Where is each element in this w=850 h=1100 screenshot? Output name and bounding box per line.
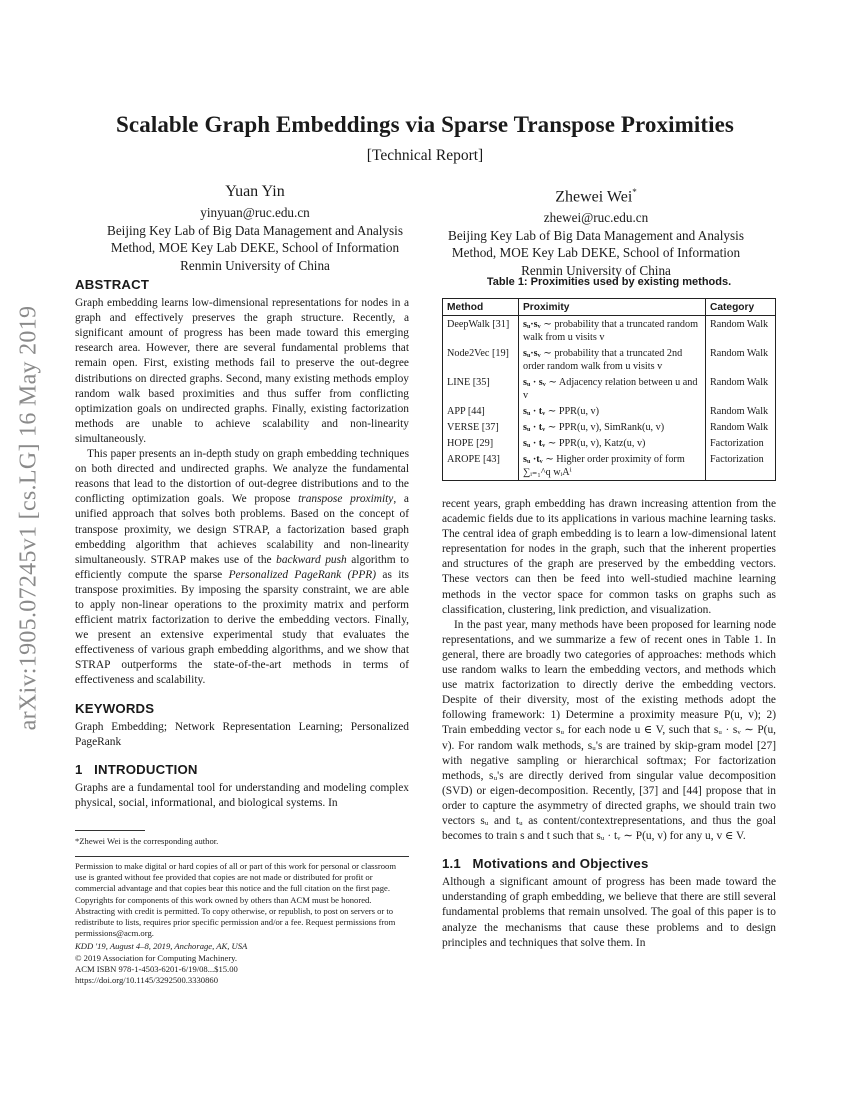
method-cell: AROPE [43] <box>443 451 519 481</box>
author-block-2 <box>416 182 776 279</box>
author-affiliation: Method, MOE Key Lab DEKE, School of Information <box>451 245 741 261</box>
doi-link[interactable]: https://doi.org/10.1145/3292500.3330860 <box>75 975 218 986</box>
table-row <box>443 345 776 374</box>
author-email: yinyuan@ruc.edu.cn <box>200 205 310 220</box>
table-header-category: Category <box>706 299 776 316</box>
proximity-cell: sᵤ · tᵥ ∼ PPR(u, v) <box>519 403 706 419</box>
method-cell: DeepWalk [31] <box>443 316 519 346</box>
proximity-table-wrap <box>442 298 776 481</box>
author-affiliation: Method, MOE Key Lab DEKE, School of Information <box>110 240 400 255</box>
table-row <box>443 403 776 419</box>
table-header-method: Method <box>443 299 519 316</box>
table-row <box>443 374 776 403</box>
author-name: Yuan Yin <box>225 183 285 200</box>
author-affiliation: Beijing Key Lab of Big Data Management and Analysis <box>107 222 403 238</box>
proximity-cell: sᵤ · tᵥ ∼ PPR(u, v), SimRank(u, v) <box>519 419 706 435</box>
intro-paragraph: Graphs are a fundamental tool for understanding and modeling complex physical, social, informational, and biological systems. In <box>75 781 409 809</box>
proximity-cell: sᵤ·sᵥ ∼ probability that a truncated random walk from u visits v <box>519 316 706 346</box>
permission-rule <box>75 856 409 857</box>
copyright-line: © 2019 Association for Computing Machinery. <box>75 952 238 963</box>
keywords-heading: KEYWORDS <box>75 700 155 716</box>
author-email: zhewei@ruc.edu.cn <box>543 210 649 226</box>
category-cell: Random Walk <box>706 316 776 346</box>
table-row <box>443 435 776 451</box>
arxiv-stamp <box>14 258 44 778</box>
abstract-paragraph: Graph embedding learns low-dimensional representations for nodes in a graph and effectively preserves the graph structure. Recently, a significant amount of progress has been made toward this emerging research area. However, there are several fundamental problems that remain open. First, existing methods fail to preserve the out-degree distributions on directed graphs. Second, many existing methods employ random walk based proximities and thus suffer from conflicting optimization goals on undirected graphs. Finally, existing factorization methods are unable to achieve scalability and non-linearity simultaneously. <box>75 297 409 445</box>
intro-paragraph: In the past year, many methods have been proposed for learning node representations, and we summarize a few of recent ones in Table 1. In general, there are broadly two categories of approaches: methods which use random walks to learn the embedding vectors, and methods which use matrix factorization to directly derive the embedding vectors. Despite of their diversity, most of the existing methods adopt the following framework: 1) Determine a proximity measure P(u, v); 2) Train embedding vector sᵤ for each node u ∈ V, such that sᵤ · sᵥ ∼ P(u, v). For random walk methods, sᵤ's are trained by skip-gram model [27] with negative sampling or hierarchical softmax; For factorization methods, sᵤ's are directly derived from singular value decomposition (SVD) or eigen-decomposition. Recently, [37] and [44] propose that in order to capture the asymmetry of directed graphs, we should train two vectors sᵤ and tᵤ as content/contextrepresentations, and thus the goal becomes to train s and t such that sᵤ · tᵥ ∼ P(u, v) for any u, v ∈ V. <box>442 618 776 843</box>
method-cell: LINE [35] <box>443 374 519 403</box>
method-cell: APP [44] <box>443 403 519 419</box>
table-header-proximity: Proximity <box>519 299 706 316</box>
permission-text: Permission to make digital or hard copies of all or part of this work for personal or classroom use is granted without fee provided that copies are not made or distributed for profit or commercial advantage and that copies bear this notice and the full citation on the first page. Copyrights for components of this work owned by others than ACM must be honored. Abstracting with credit is permitted. To copy otherwise, or republish, to post on servers or to redistribute to lists, requires prior specific permission and/or a fee. Request permissions from permissions@acm.org. <box>75 861 396 939</box>
author-affiliation: Renmin University of China <box>180 257 330 273</box>
category-cell: Random Walk <box>706 419 776 435</box>
abstract-heading: ABSTRACT <box>75 277 150 292</box>
author-affiliation: Beijing Key Lab of Big Data Management and Analysis <box>448 227 744 243</box>
method-cell: HOPE [29] <box>443 435 519 451</box>
proximity-cell: sᵤ · tᵥ ∼ PPR(u, v), Katz(u, v) <box>519 435 706 451</box>
proximity-cell: sᵤ ·tᵥ ∼ Higher order proximity of form ∑ᵢ₌₁^q wᵢAⁱ <box>519 451 706 481</box>
right-column <box>442 497 776 951</box>
table-row <box>443 419 776 435</box>
keywords-text: Graph Embedding; Network Representation Learning; Personalized PageRank <box>75 720 409 748</box>
author-name: Zhewei Wei <box>555 188 633 206</box>
footnote-rule <box>75 830 145 831</box>
paper-subtitle: [Technical Report] <box>366 147 484 164</box>
abstract-paragraph: This paper presents an in-depth study on graph embedding techniques on both directed and undirected graphs. We analyze the fundamental reasons that lead to the distortion of out-degree distributions and to the conflicting optimization goals. We propose transpose proximity, a unified approach that solves both problems. Based on the concept of transpose proximity, we design STRAP, a factorization based graph embedding algorithm that achieves scalability and non-linearity simultaneously. STRAP makes use of the backward push algorithm to efficiently compute the sparse Personalized PageRank (PPR) as its transpose proximities. By imposing the sparsity constraint, we are able to apply non-linear operations to the proximity matrix and perform efficient matrix factorization to derive the embedding vectors. Finally, we present an extensive experimental study that evaluates the effectiveness of various graph embedding algorithms, and we show that STRAP outperforms the state-of-the-art methods in terms of effectiveness and scalability. <box>75 448 409 687</box>
proximity-cell: sᵤ · sᵥ ∼ Adjacency relation between u and v <box>519 374 706 403</box>
intro-paragraph: recent years, graph embedding has drawn increasing attention from the academic fields due to its applications in various machine learning tasks. The central idea of graph embedding is to learn a low-dimensional latent representation for nodes in the graph, such that the inherent properties and structures of the graph are preserved by the embedding vectors. These vectors can then be feed into well-studied machine learning methods in the vector space for common tasks on graphs such as classification, clustering, link prediction, and visualization. <box>442 498 776 616</box>
category-cell: Random Walk <box>706 403 776 419</box>
author-affiliation: Renmin University of China <box>521 262 671 278</box>
paper-title: Scalable Graph Embeddings via Sparse Transpose Proximities <box>116 112 734 137</box>
subsection-heading-motivations: 1.1 Motivations and Objectives <box>442 856 649 872</box>
table-row <box>443 316 776 346</box>
method-cell: VERSE [37] <box>443 419 519 435</box>
table-row <box>443 451 776 481</box>
proximity-cell: sᵤ·sᵥ ∼ probability that a truncated 2nd order random walk from u visits v <box>519 345 706 374</box>
author-block-1 <box>75 182 435 274</box>
proximity-table <box>442 298 776 481</box>
table-caption: Table 1: Proximities used by existing methods. <box>486 276 732 288</box>
isbn-line: ACM ISBN 978-1-4503-6201-6/19/08...$15.00 <box>75 963 238 974</box>
category-cell: Random Walk <box>706 374 776 403</box>
corresponding-mark: * <box>632 187 637 197</box>
method-cell: Node2Vec [19] <box>443 345 519 374</box>
category-cell: Random Walk <box>706 345 776 374</box>
motivation-paragraph: Although a significant amount of progress has been made toward the understanding of graph embedding, we believe that there are still several fundamental problems that remain unsolved. The goal of this paper is to analyze the mechanisms that cause these problems and to design principles and techniques that solve them. In <box>442 876 776 949</box>
category-cell: Factorization <box>706 435 776 451</box>
footnote: *Zhewei Wei is the corresponding author. <box>75 836 219 846</box>
conference-line: KDD '19, August 4–8, 2019, Anchorage, AK, USA <box>75 941 248 952</box>
permission-block <box>75 861 409 986</box>
section-heading-introduction: 1 INTRODUCTION <box>75 761 198 777</box>
category-cell: Factorization <box>706 451 776 481</box>
arxiv-identifier: arXiv:1905.07245v1 [cs.LG] 16 May 2019 <box>15 305 42 731</box>
left-column <box>75 277 409 811</box>
